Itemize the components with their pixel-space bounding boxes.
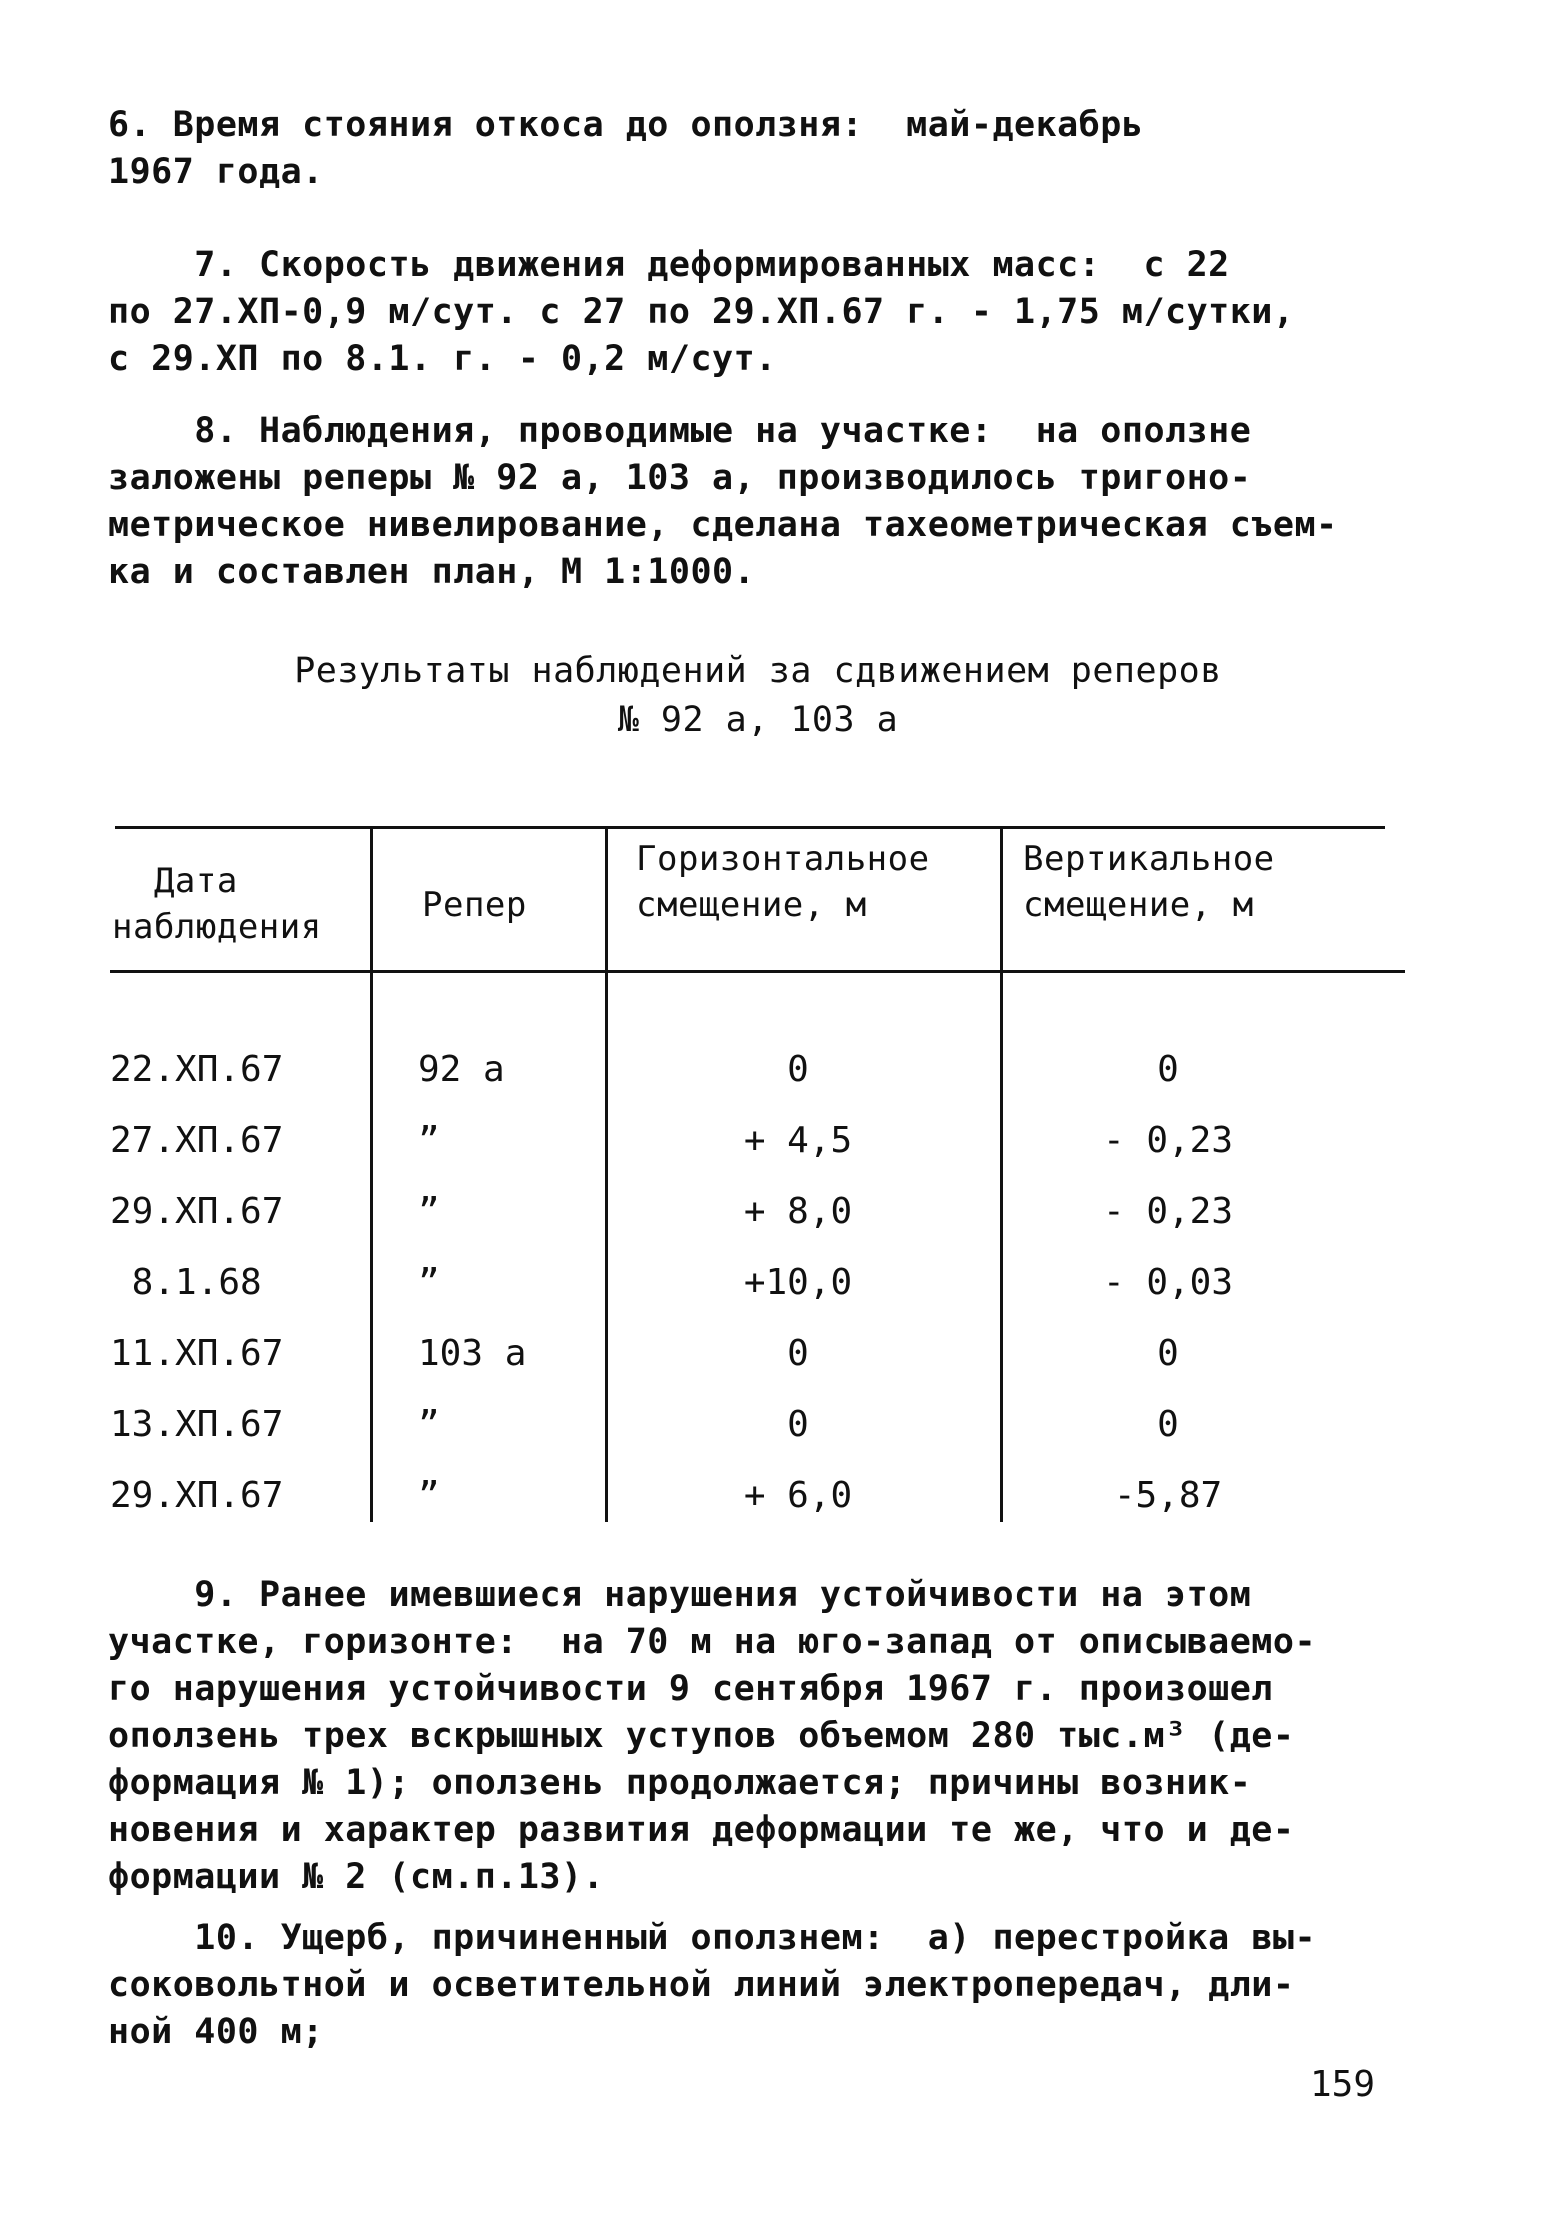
- table-header-rule: [110, 970, 1405, 973]
- cell-vertical: -5,87: [1113, 1475, 1223, 1516]
- cell-horizontal: + 6,0: [743, 1475, 853, 1516]
- page-number: 159: [1310, 2064, 1376, 2105]
- cell-date: 11.ХП.67: [110, 1333, 284, 1374]
- cell-date: 8.1.68: [110, 1262, 262, 1303]
- table-row: [108, 1318, 1408, 1389]
- cell-vertical: - 0,23: [1102, 1191, 1234, 1232]
- cell-reper: ”: [418, 1404, 440, 1445]
- cell-reper: 103 а: [418, 1333, 527, 1374]
- cell-vertical: 0: [1157, 1404, 1179, 1445]
- cell-horizontal: 0: [787, 1049, 809, 1090]
- table-row: [108, 1176, 1408, 1247]
- cell-date: 13.ХП.67: [110, 1404, 284, 1445]
- table-row: [108, 1389, 1408, 1460]
- cell-horizontal: 0: [787, 1404, 809, 1445]
- paragraph-10: 10. Ущерб, причиненный оползнем: а) перестройка вы- соковольтной и осветительной линий электропередач, дли- ной 400 м;: [108, 1918, 1317, 2052]
- cell-reper: ”: [418, 1475, 440, 1516]
- cell-date: 22.ХП.67: [110, 1049, 284, 1090]
- cell-vertical: 0: [1157, 1049, 1179, 1090]
- table-top-rule: [115, 826, 1385, 829]
- cell-vertical: - 0,23: [1102, 1120, 1234, 1161]
- cell-horizontal: 0: [787, 1333, 809, 1374]
- cell-vertical: 0: [1157, 1333, 1179, 1374]
- cell-date: 27.ХП.67: [110, 1120, 284, 1161]
- header-date: Дата наблюдения: [112, 861, 322, 947]
- paragraph-8: 8. Наблюдения, проводимые на участке: на оползне заложены реперы № 92 а, 103 а, производилось тригоно- метрическое нивелирование, сделана тахеометрическая съем- ка и составлен план, М 1:1000.: [108, 411, 1338, 592]
- cell-reper: ”: [418, 1262, 440, 1303]
- paragraph-9: 9. Ранее имевшиеся нарушения устойчивости на этом участке, горизонте: на 70 м на юго-запад от описываемо- го нарушения устойчивости 9 сентября 1967 г. произошел оползень трех вскрышных уступов объемом 280 тыс.м³ (де- формация № 1); оползень продолжается; причины возник- новения и характер развития деформации те же, что и де- формации № 2 (см.п.13).: [108, 1575, 1317, 1897]
- header-vertical: Вертикальное смещение, м: [1023, 839, 1275, 925]
- table-row: [108, 1460, 1408, 1531]
- cell-horizontal: + 4,5: [743, 1120, 853, 1161]
- table-caption-title: Результаты наблюдений за сдвижением реперов: [294, 651, 1222, 691]
- cell-date: 29.ХП.67: [110, 1475, 284, 1516]
- cell-reper: 92 а: [418, 1049, 505, 1090]
- cell-reper: ”: [418, 1120, 440, 1161]
- header-horizontal: Горизонтальное смещение, м: [636, 839, 930, 925]
- table-row: [108, 1034, 1408, 1105]
- paragraph-6: 6. Время стояния откоса до оползня: май-декабрь 1967 года.: [108, 105, 1144, 192]
- cell-reper: ”: [418, 1191, 440, 1232]
- paragraph-7: 7. Скорость движения деформированных масс: с 22 по 27.ХП-0,9 м/сут. с 27 по 29.ХП.67 г. - 1,75 м/сутки, с 29.ХП по 8.1. г. - 0,2 м/сут.: [108, 245, 1295, 379]
- cell-horizontal: + 8,0: [743, 1191, 853, 1232]
- cell-vertical: - 0,03: [1102, 1262, 1234, 1303]
- table-caption-subtitle: № 92 а, 103 а: [617, 700, 899, 740]
- table-row: [108, 1247, 1408, 1318]
- header-reper: Репер: [422, 885, 527, 925]
- cell-date: 29.ХП.67: [110, 1191, 284, 1232]
- cell-horizontal: +10,0: [743, 1262, 853, 1303]
- table-row: [108, 1105, 1408, 1176]
